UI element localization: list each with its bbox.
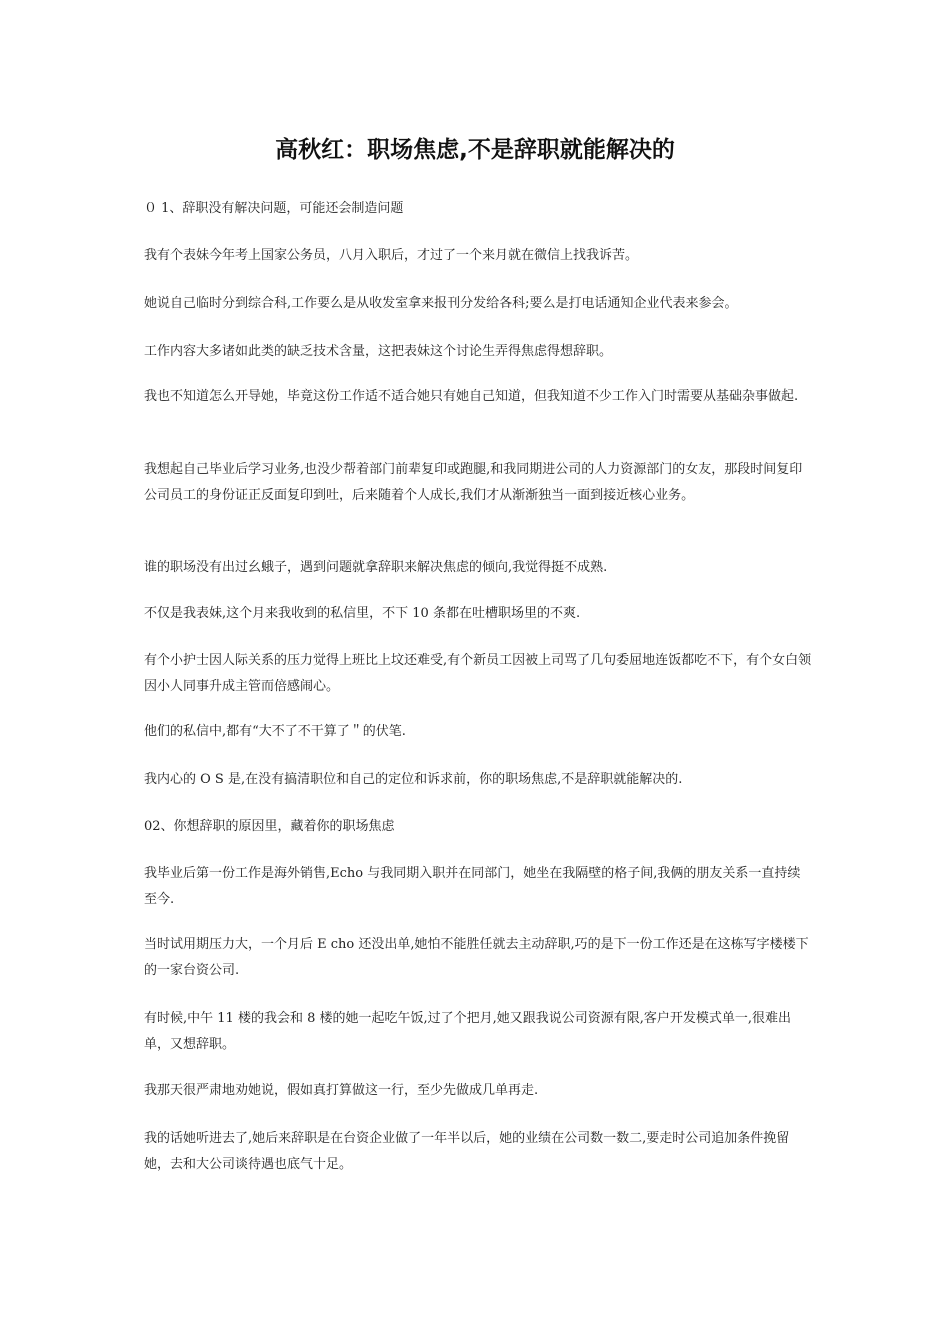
paragraph: 我想起自己毕业后学习业务,也没少帮着部门前辈复印或跑腿,和我同期进公司的人力资源部门的女友，那段时间复印公司员工的身份证正反面复印到吐，后来随着个人成长,我们才从渐渐独当一面到接近核心业务。	[144, 462, 803, 503]
document-title: 高秋红：职场焦虑,不是辞职就能解决的	[275, 137, 675, 163]
paragraph: 工作内容大多诸如此类的缺乏技术含量，这把表妹这个讨论生弄得焦虑得想辞职。	[144, 344, 613, 359]
paragraph: 他们的私信中,都有“大不了不干算了＂的伏笔.	[144, 724, 406, 739]
section-heading-02: 02、你想辞职的原因里，藏着你的职场焦虑	[144, 819, 395, 834]
paragraph: 我有个表妹今年考上国家公务员，八月入职后，才过了一个来月就在微信上找我诉苦。	[144, 248, 639, 263]
paragraph: 她说自己临时分到综合科,工作要么是从收发室拿来报刊分发给各科;要么是打电话通知企业代表来参会。	[144, 296, 738, 311]
paragraph: 谁的职场没有出过幺蛾子，遇到问题就拿辞职来解决焦虑的倾向,我觉得挺不成熟.	[144, 560, 608, 575]
paragraph: 有个小护士因人际关系的压力觉得上班比上坟还难受,有个新员工因被上司骂了几句委屈地连饭都吃不下，有个女白领因小人同事升成主管而倍感闹心。	[144, 653, 812, 694]
section-heading-01: ０ 1、辞职没有解决问题，可能还会制造问题	[144, 201, 404, 216]
paragraph: 我的话她听进去了,她后来辞职是在台资企业做了一年半以后，她的业绩在公司数一数二,要走时公司追加条件挽留她，去和大公司谈待遇也底气十足。	[144, 1131, 790, 1172]
paragraph: 我那天很严肃地劝她说，假如真打算做这一行，至少先做成几单再走.	[144, 1083, 539, 1098]
paragraph: 我毕业后第一份工作是海外销售,Echo 与我同期入职并在同部门，她坐在我隔壁的格子间,我俩的朋友关系一直持续至今.	[144, 866, 801, 907]
paragraph: 我内心的 O S 是,在没有搞清职位和自己的定位和诉求前，你的职场焦虑,不是辞职就能解决的.	[144, 772, 683, 787]
paragraph: 有时候,中午 11 楼的我会和 8 楼的她一起吃午饭,过了个把月,她又跟我说公司资源有限,客户开发模式单一,很难出单，又想辞职。	[144, 1011, 792, 1052]
paragraph: 当时试用期压力大，一个月后 E cho 还没出单,她怕不能胜任就去主动辞职,巧的是下一份工作还是在这栋写字楼楼下的一家台资公司.	[144, 937, 809, 978]
paragraph: 我也不知道怎么开导她，毕竟这份工作适不适合她只有她自己知道，但我知道不少工作入门时需要从基础杂事做起.	[144, 389, 799, 404]
paragraph: 不仅是我表妹,这个月来我收到的私信里，不下 10 条都在吐槽职场里的不爽.	[144, 606, 581, 621]
